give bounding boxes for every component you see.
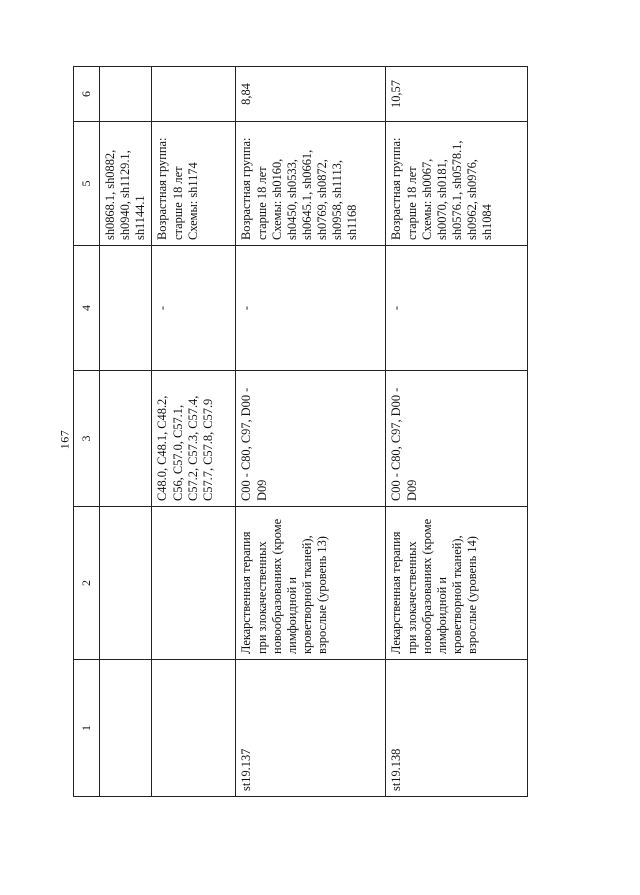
coefficient-cell: 10,57 (386, 67, 528, 122)
mkb-cell (100, 371, 152, 507)
table-row (386, 67, 528, 797)
coefficient-cell: 8,84 (236, 67, 386, 122)
col4-cell: - (236, 246, 386, 371)
criteria-cell: sh0868.1, sh0882, sh0940, sh1129.1, sh1144.1 (100, 122, 152, 246)
code-cell (100, 660, 152, 797)
criteria-cell: Возрастная группа: старше 18 лет Схемы: sh0160, sh0450, sh0533, sh0645.1, sh0661, sh0769, sh0872, sh0958, sh1113, sh1168 (236, 122, 386, 246)
col4-cell: - (386, 246, 528, 371)
name-cell: Лекарственная терапия при злокачественных новообразованиях (кроме лимфоидной и кроветворной тканей), взрослые (уровень 13) (236, 507, 386, 660)
mkb-cell: C00 - C80, C97, D00 - D09 (236, 371, 386, 507)
header-cell: 6 (74, 67, 100, 122)
col4-cell: - (152, 246, 236, 371)
code-cell: st19.137 (236, 660, 386, 797)
tariff-table (73, 66, 528, 797)
name-cell: Лекарственная терапия при злокачественных новообразованиях (кроме лимфоидной и кроветворной тканей), взрослые (уровень 14) (386, 507, 528, 660)
rotated-table-container (73, 67, 523, 797)
code-cell: st19.138 (386, 660, 528, 797)
mkb-cell: C00 - C80, C97, D00 - D09 (386, 371, 528, 507)
header-cell: 3 (74, 371, 100, 507)
coefficient-cell (100, 67, 152, 122)
table-row (152, 67, 236, 797)
table-row (236, 67, 386, 797)
header-cell: 5 (74, 122, 100, 246)
name-cell (100, 507, 152, 660)
mkb-cell: C48.0, C48.1, C48.2, C56, C57.0, C57.1, C57.2, C57.3, C57.4, C57.7, C57.8, C57.9 (152, 371, 236, 507)
criteria-cell: Возрастная группа: старше 18 лет Схемы: sh0067, sh0070, sh0181, sh0576.1, sh0578.1, sh0962, sh0976, sh1084 (386, 122, 528, 246)
name-cell (152, 507, 236, 660)
page-number: 167 (57, 429, 72, 450)
code-cell (152, 660, 236, 797)
col4-cell (100, 246, 152, 371)
table-header-row (74, 67, 100, 797)
table-row (100, 67, 152, 797)
coefficient-cell (152, 67, 236, 122)
criteria-cell: Возрастная группа: старше 18 лет Схемы: sh1174 (152, 122, 236, 246)
header-cell: 4 (74, 246, 100, 371)
header-cell: 2 (74, 507, 100, 660)
header-cell: 1 (74, 660, 100, 797)
